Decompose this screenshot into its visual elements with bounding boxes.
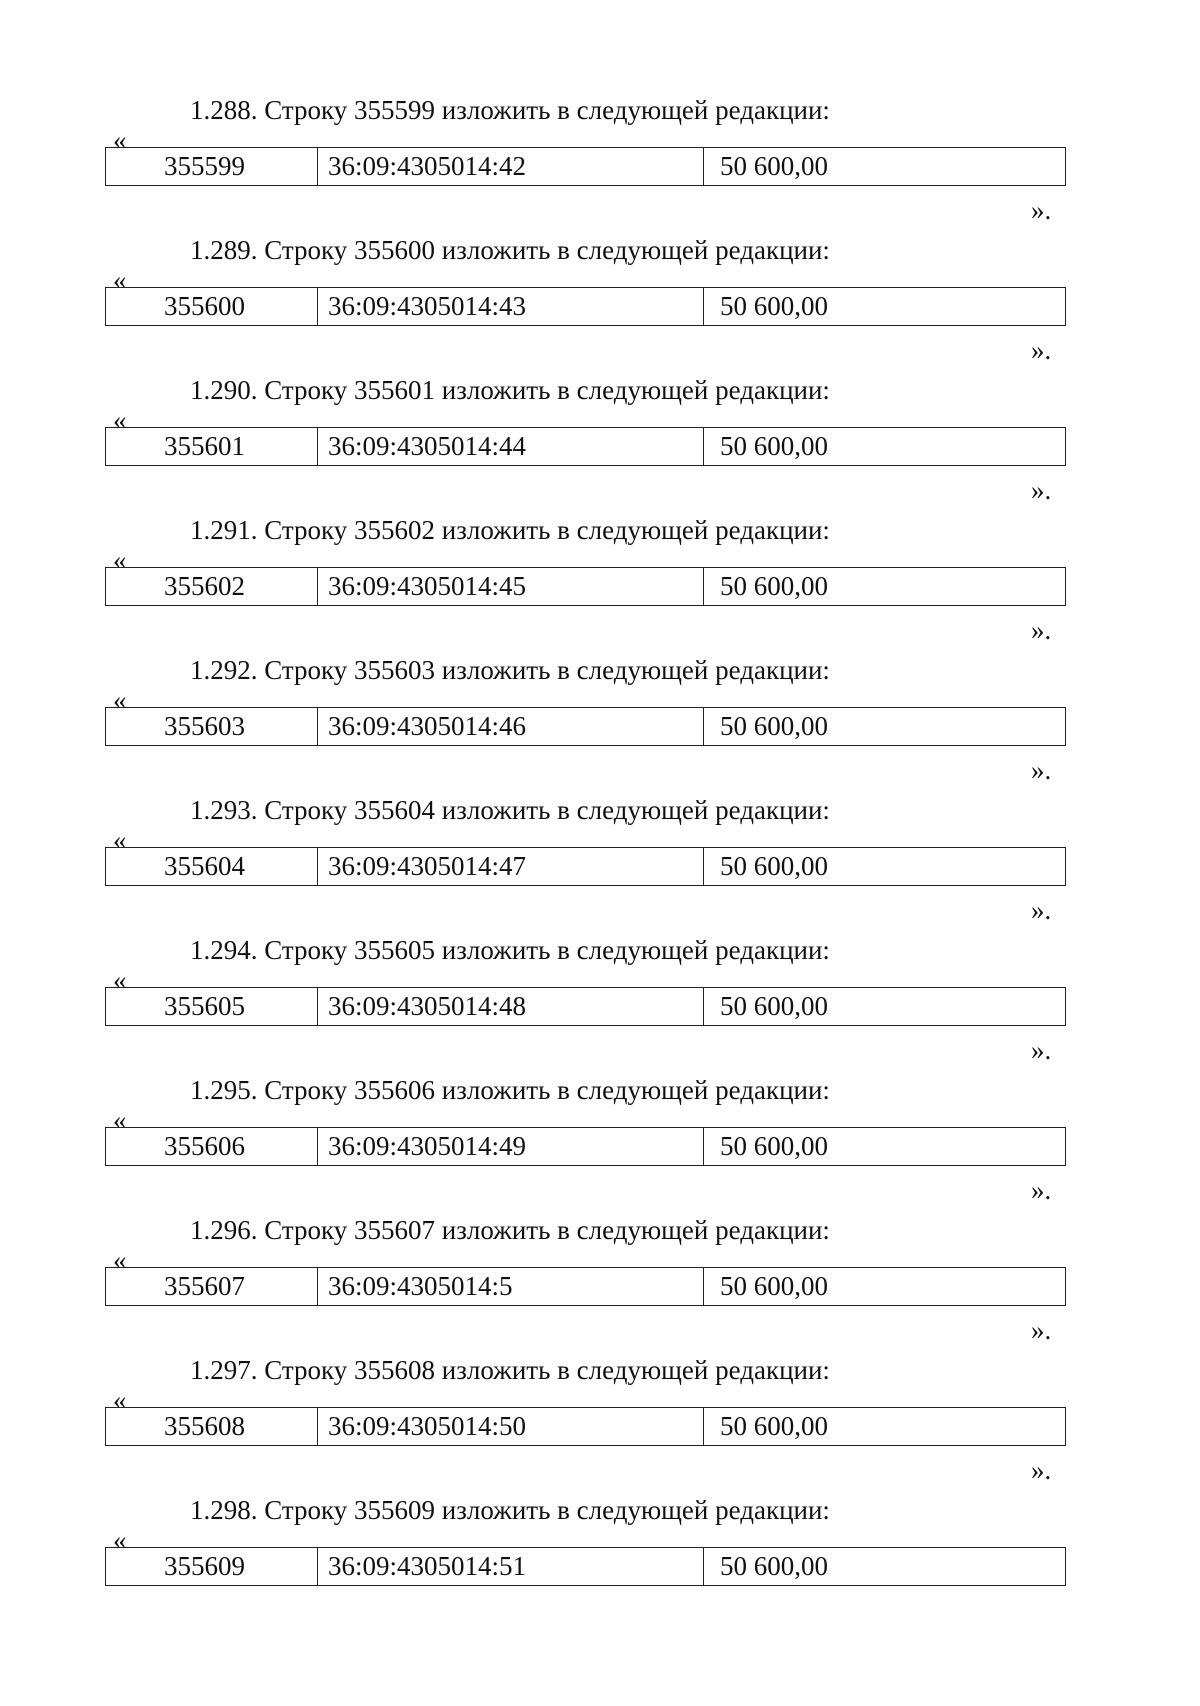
value-cell: 50 600,00 — [720, 1551, 828, 1581]
row-number-cell: 355608 — [106, 1408, 318, 1445]
row-number-cell: 355599 — [106, 148, 318, 185]
table-row — [105, 427, 1066, 466]
row-number-cell: 355607 — [106, 1268, 318, 1305]
amendment-block — [0, 1215, 1200, 1355]
table-row — [105, 1407, 1066, 1446]
opening-quote: « — [113, 1245, 127, 1275]
amendment-block — [0, 1495, 1200, 1635]
amendment-block — [0, 95, 1200, 235]
amendment-block — [0, 515, 1200, 655]
table-row — [105, 287, 1066, 326]
table-row — [105, 847, 1066, 886]
amendment-block — [0, 235, 1200, 375]
table-row — [105, 707, 1066, 746]
cadastral-number-cell: 36:09:4305014:45 — [318, 568, 704, 605]
cadastral-number-cell: 36:09:4305014:5 — [318, 1268, 704, 1305]
row-number-cell: 355604 — [106, 848, 318, 885]
table-row — [105, 987, 1066, 1026]
cadastral-number-cell: 36:09:4305014:51 — [318, 1548, 704, 1585]
opening-quote: « — [113, 405, 127, 435]
value-cell: 50 600,00 — [720, 711, 828, 741]
table-row — [105, 1267, 1066, 1306]
amendment-heading: 1.288. Строку 355599 изложить в следующей редакции: — [190, 95, 830, 125]
value-cell: 50 600,00 — [720, 1411, 828, 1441]
closing-quote: ». — [1031, 335, 1052, 365]
amendment-heading: 1.292. Строку 355603 изложить в следующей редакции: — [190, 655, 830, 685]
value-cell: 50 600,00 — [720, 991, 828, 1021]
cadastral-number-cell: 36:09:4305014:42 — [318, 148, 704, 185]
amendment-heading: 1.291. Строку 355602 изложить в следующей редакции: — [190, 515, 830, 545]
closing-quote: ». — [1031, 1035, 1052, 1065]
amendment-heading: 1.290. Строку 355601 изложить в следующей редакции: — [190, 375, 830, 405]
closing-quote: ». — [1031, 895, 1052, 925]
amendment-heading: 1.296. Строку 355607 изложить в следующей редакции: — [190, 1215, 830, 1245]
cadastral-number-cell: 36:09:4305014:49 — [318, 1128, 704, 1165]
row-number-cell: 355601 — [106, 428, 318, 465]
opening-quote: « — [113, 685, 127, 715]
table-row — [105, 1127, 1066, 1166]
value-cell: 50 600,00 — [720, 1131, 828, 1161]
closing-quote: ». — [1031, 755, 1052, 785]
table-row — [105, 1547, 1066, 1586]
cadastral-number-cell: 36:09:4305014:43 — [318, 288, 704, 325]
closing-quote: ». — [1031, 1455, 1052, 1485]
opening-quote: « — [113, 965, 127, 995]
row-number-cell: 355603 — [106, 708, 318, 745]
value-cell: 50 600,00 — [720, 431, 828, 461]
amendment-block — [0, 1075, 1200, 1215]
closing-quote: ». — [1031, 1315, 1052, 1345]
value-cell: 50 600,00 — [720, 291, 828, 321]
opening-quote: « — [113, 545, 127, 575]
amendment-block — [0, 655, 1200, 795]
row-number-cell: 355602 — [106, 568, 318, 605]
amendment-block — [0, 795, 1200, 935]
amendment-block — [0, 1355, 1200, 1495]
amendment-heading: 1.297. Строку 355608 изложить в следующей редакции: — [190, 1355, 830, 1385]
value-cell: 50 600,00 — [720, 851, 828, 881]
cadastral-number-cell: 36:09:4305014:48 — [318, 988, 704, 1025]
closing-quote: ». — [1031, 195, 1052, 225]
table-row — [105, 567, 1066, 606]
amendment-heading: 1.289. Строку 355600 изложить в следующей редакции: — [190, 235, 830, 265]
opening-quote: « — [113, 265, 127, 295]
closing-quote: ». — [1031, 615, 1052, 645]
amendment-heading: 1.293. Строку 355604 изложить в следующей редакции: — [190, 795, 830, 825]
row-number-cell: 355600 — [106, 288, 318, 325]
row-number-cell: 355609 — [106, 1548, 318, 1585]
table-row — [105, 147, 1066, 186]
closing-quote: ». — [1031, 475, 1052, 505]
opening-quote: « — [113, 825, 127, 855]
row-number-cell: 355606 — [106, 1128, 318, 1165]
cadastral-number-cell: 36:09:4305014:46 — [318, 708, 704, 745]
amendment-heading: 1.295. Строку 355606 изложить в следующей редакции: — [190, 1075, 830, 1105]
amendment-heading: 1.298. Строку 355609 изложить в следующей редакции: — [190, 1495, 830, 1525]
opening-quote: « — [113, 1105, 127, 1135]
cadastral-number-cell: 36:09:4305014:47 — [318, 848, 704, 885]
row-number-cell: 355605 — [106, 988, 318, 1025]
closing-quote: ». — [1031, 1175, 1052, 1205]
cadastral-number-cell: 36:09:4305014:44 — [318, 428, 704, 465]
cadastral-number-cell: 36:09:4305014:50 — [318, 1408, 704, 1445]
amendment-block — [0, 935, 1200, 1075]
amendment-heading: 1.294. Строку 355605 изложить в следующей редакции: — [190, 935, 830, 965]
value-cell: 50 600,00 — [720, 1271, 828, 1301]
opening-quote: « — [113, 1525, 127, 1555]
opening-quote: « — [113, 1385, 127, 1415]
amendment-block — [0, 375, 1200, 515]
opening-quote: « — [113, 125, 127, 155]
value-cell: 50 600,00 — [720, 571, 828, 601]
value-cell: 50 600,00 — [720, 151, 828, 181]
